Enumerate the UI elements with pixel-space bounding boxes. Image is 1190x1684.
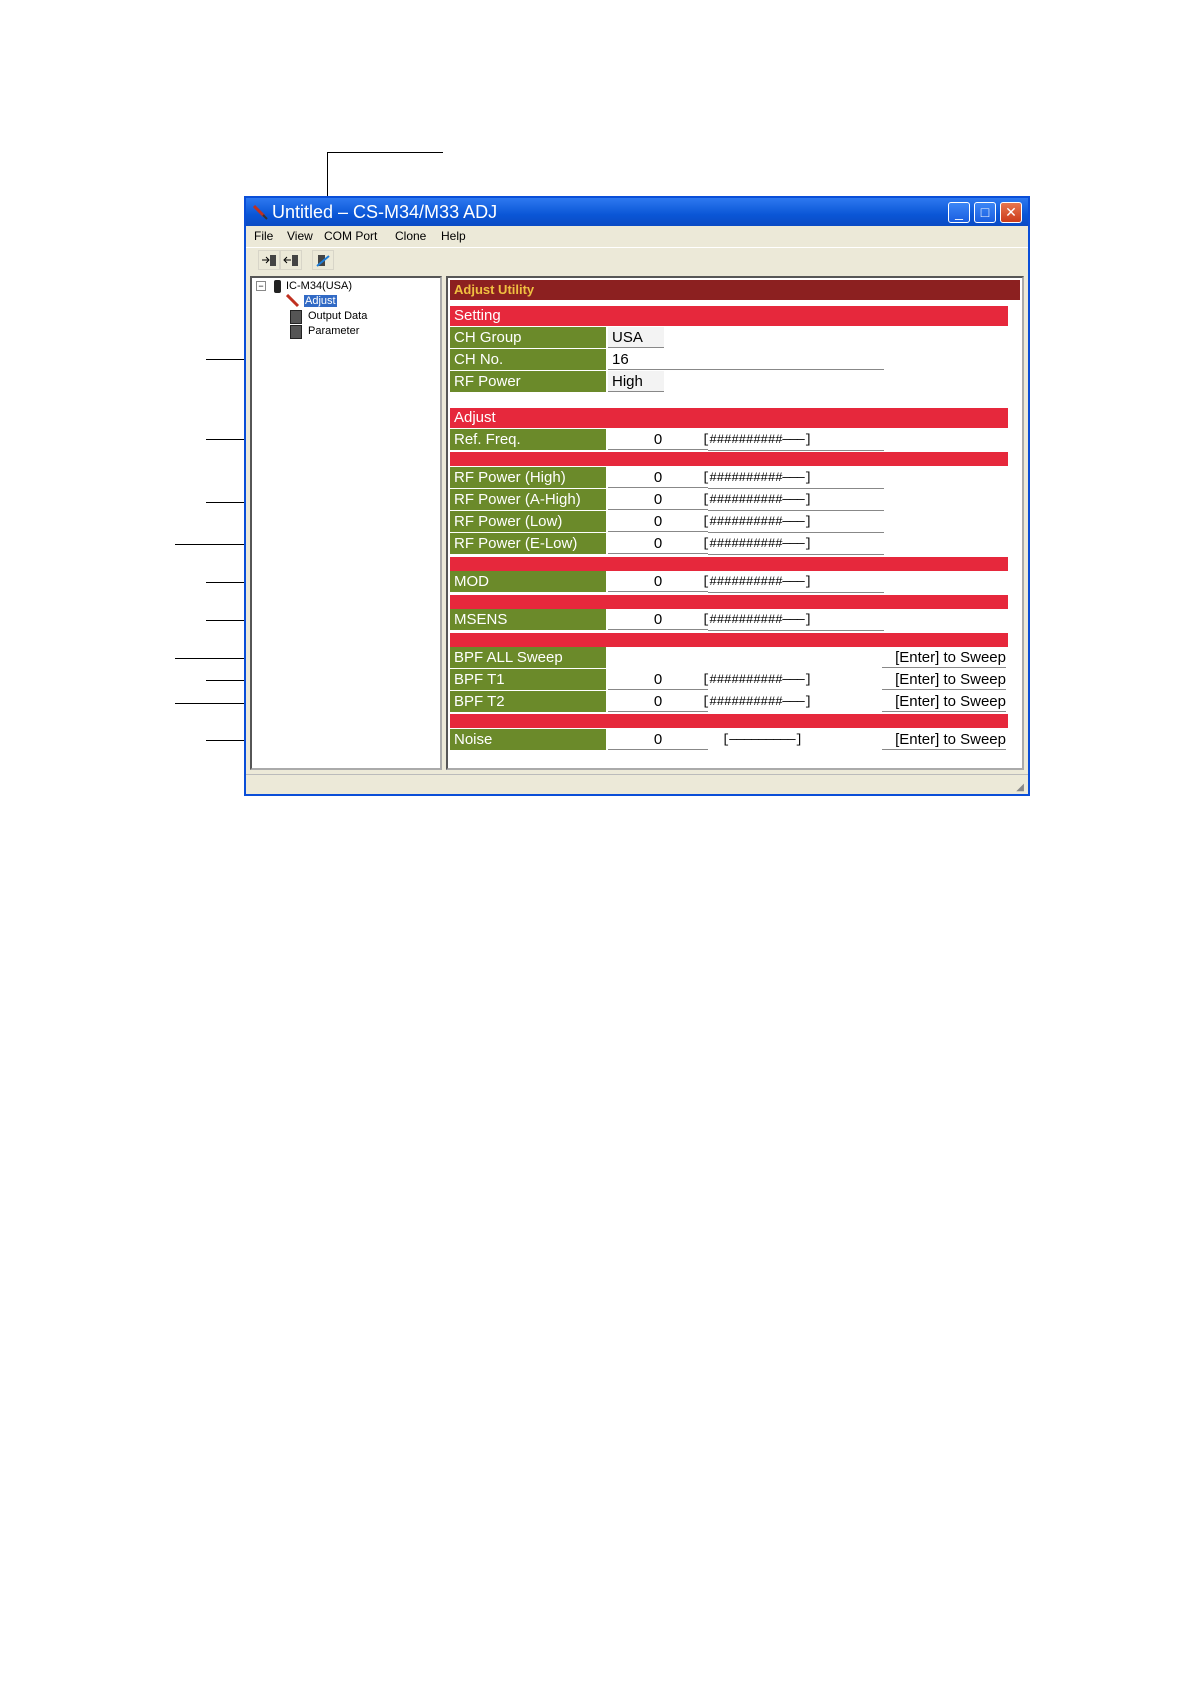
- menu-view[interactable]: View: [287, 229, 313, 243]
- title-bar[interactable]: [246, 198, 1028, 226]
- read-radio-button[interactable]: [258, 250, 280, 270]
- tree-adjust-icon: [286, 294, 302, 311]
- toolbar: [246, 247, 1028, 274]
- adjust-row-value[interactable]: 0: [608, 429, 708, 450]
- row-underline: [708, 450, 884, 451]
- adjust-row-gauge: [##########———]: [702, 492, 812, 507]
- divider-bar: [450, 557, 1008, 571]
- tree-root[interactable]: IC-M34(USA): [286, 280, 353, 292]
- setting-section-bar: Setting: [450, 306, 1008, 326]
- tree-item-adjust[interactable]: Adjust: [305, 295, 336, 307]
- radio-icon: [274, 280, 281, 293]
- sweep-action[interactable]: [Enter] to Sweep: [882, 691, 1006, 712]
- adjust-row-label: RF Power (A-High): [450, 489, 606, 510]
- adjust-icon: [315, 252, 331, 268]
- tree-item-output-data[interactable]: Output Data: [308, 310, 368, 322]
- adjust-row-label: BPF T2: [450, 691, 606, 712]
- tree-view: [250, 276, 442, 770]
- app-window: [244, 196, 1030, 796]
- setting-label: RF Power: [450, 371, 606, 392]
- adjust-row-value[interactable]: 0: [608, 533, 708, 554]
- adjust-row-value[interactable]: 0: [608, 571, 708, 592]
- tree-item-parameter[interactable]: Parameter: [308, 325, 360, 337]
- menu-file[interactable]: File: [254, 229, 274, 243]
- adjust-row-gauge: [##########———]: [702, 536, 812, 551]
- menu-com-port[interactable]: COM Port: [324, 229, 378, 243]
- sweep-action[interactable]: [Enter] to Sweep: [882, 669, 1006, 690]
- adjust-row-value[interactable]: 0: [608, 729, 708, 750]
- parameter-icon: [290, 325, 302, 339]
- maximize-button[interactable]: □: [974, 202, 996, 223]
- sweep-action[interactable]: [Enter] to Sweep: [882, 729, 1006, 750]
- minimize-button[interactable]: _: [948, 202, 970, 223]
- sweep-action[interactable]: [Enter] to Sweep: [882, 647, 1006, 668]
- adjust-row-gauge: [##########———]: [702, 612, 812, 627]
- setting-label: CH Group: [450, 327, 606, 348]
- adjust-row-label: Noise: [450, 729, 606, 750]
- menu-help[interactable]: Help: [441, 229, 466, 243]
- divider-bar: [450, 714, 1008, 728]
- adjust-panel: [446, 276, 1024, 770]
- setting-value[interactable]: High: [608, 371, 664, 392]
- adjust-row-gauge: [##########———]: [702, 514, 812, 529]
- window-title: Untitled – CS-M34/M33 ADJ: [272, 202, 498, 222]
- adjust-row-value[interactable]: 0: [608, 669, 708, 690]
- panel-header: Adjust Utility: [450, 280, 1020, 300]
- divider-bar: [450, 633, 1008, 647]
- resize-grip-icon[interactable]: ◢: [1016, 782, 1024, 793]
- adjust-row-label: Ref. Freq.: [450, 429, 606, 450]
- divider-bar: [450, 595, 1008, 609]
- callout-toolbar-horizontal: [327, 152, 443, 153]
- adjust-row-label: RF Power (High): [450, 467, 606, 488]
- setting-value[interactable]: USA: [608, 327, 664, 348]
- adjust-row-label: BPF ALL Sweep: [450, 647, 606, 668]
- adjust-row-value[interactable]: 0: [608, 467, 708, 488]
- read-radio-icon: [261, 252, 277, 268]
- adjust-row-label: RF Power (E-Low): [450, 533, 606, 554]
- adjust-row-value[interactable]: 0: [608, 609, 708, 630]
- divider-bar: [450, 452, 1008, 466]
- adjust-row-label: MSENS: [450, 609, 606, 630]
- row-underline: [708, 554, 884, 555]
- menu-bar: [246, 226, 1028, 246]
- row-underline: [708, 630, 884, 631]
- adjust-row-gauge: [##########———]: [702, 470, 812, 485]
- adjust-row-value[interactable]: 0: [608, 489, 708, 510]
- adjust-row-label: RF Power (Low): [450, 511, 606, 532]
- output-data-icon: [290, 310, 302, 324]
- adjust-button[interactable]: [312, 250, 334, 270]
- setting-label: CH No.: [450, 349, 606, 370]
- adjust-row-label: MOD: [450, 571, 606, 592]
- adjust-row-gauge: [##########———]: [702, 694, 812, 709]
- status-bar: [246, 774, 1028, 795]
- adjust-row-gauge: [##########———]: [702, 574, 812, 589]
- adjust-row-gauge: [##########———]: [702, 432, 812, 447]
- menu-clone[interactable]: Clone: [395, 229, 427, 243]
- write-radio-icon: [283, 252, 299, 268]
- close-button[interactable]: ✕: [1000, 202, 1022, 223]
- adjust-row-gauge: [—————————]: [722, 732, 803, 747]
- write-radio-button[interactable]: [280, 250, 302, 270]
- row-underline: [708, 592, 884, 593]
- adjust-row-gauge: [##########———]: [702, 672, 812, 687]
- adjust-row-value[interactable]: 0: [608, 511, 708, 532]
- screwdriver-icon: [252, 204, 268, 220]
- adjust-row-value[interactable]: 0: [608, 691, 708, 712]
- setting-value[interactable]: 16: [608, 349, 884, 370]
- adjust-row-label: BPF T1: [450, 669, 606, 690]
- adjust-section-bar: Adjust: [450, 408, 1008, 428]
- tree-collapse-toggle[interactable]: −: [256, 281, 266, 291]
